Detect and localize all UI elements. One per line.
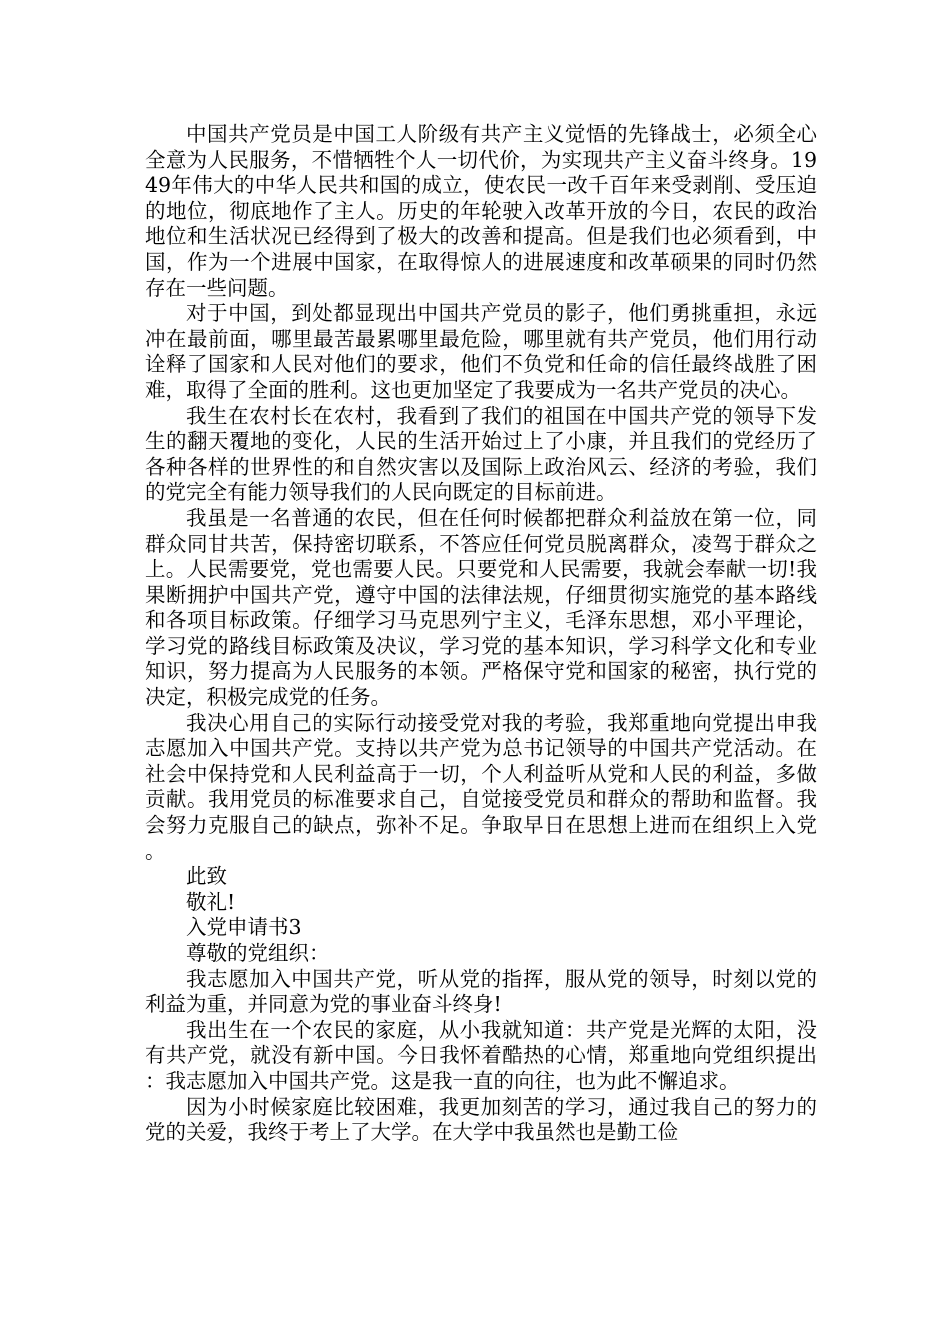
section-title: 入党申请书3 <box>186 915 302 940</box>
body-paragraph-3: 我生在农村长在农村，我看到了我们的祖国在中国共产党的领导下发生的翻天覆地的变化，人民的生活开始过上了小康，并且我们的党经历了各种各样的世界性的和自然灾害以及国际上政治风云、经济的考验，我们的党完全有能力领导我们的人民向既定的目标前进。 <box>145 403 817 505</box>
closing-line-2: 敬礼! <box>186 889 236 914</box>
body-paragraph-6: 我志愿加入中国共产党，听从党的指挥，服从党的领导，时刻以党的利益为重，并同意为党的事业奋斗终身! <box>145 966 817 1017</box>
body-paragraph-5: 我决心用自己的实际行动接受党对我的考验，我郑重地向党提出申我志愿加入中国共产党。支持以共产党为总书记领导的中国共产党活动。在社会中保持党和人民利益高于一切，个人利益听从党和人民的利益，多做贡献。我用党员的标准要求自己，自觉接受党员和群众的帮助和监督。我会努力克服自己的缺点，弥补不足。争取早日在思想上进而在组织上入党。 <box>145 710 817 863</box>
salutation: 尊敬的党组织： <box>186 941 330 965</box>
body-paragraph-1: 中国共产党员是中国工人阶级有共产主义觉悟的先锋战士，必须全心全意为人民服务，不惜牺牲个人一切代价，为实现共产主义奋斗终身。1949年伟大的中华人民共和国的成立，使农民一改千百年来受剥削、受压迫的地位，彻底地作了主人。历史的年轮驶入改革开放的今日，农民的政治地位和生活状况已经得到了极大的改善和提高。但是我们也必须看到，中国，作为一个进展中国家，在取得惊人的进展速度和改革硕果的同时仍然存在一些问题。 <box>145 122 817 300</box>
body-paragraph-7: 我出生在一个农民的家庭，从小我就知道：共产党是光辉的太阳，没有共产党，就没有新中国。今日我怀着酷热的心情，郑重地向党组织提出：我志愿加入中国共产党。这是我一直的向往，也为此不懈追求。 <box>145 1017 817 1093</box>
body-paragraph-2: 对于中国，到处都显现出中国共产党员的影子，他们勇挑重担，永远冲在最前面，哪里最苦最累哪里最危险，哪里就有共产党员，他们用行动诠释了国家和人民对他们的要求，他们不负党和任命的信任最终战胜了困难，取得了全面的胜利。这也更加坚定了我要成为一名共产党员的决心。 <box>145 301 817 402</box>
closing-line-1: 此致 <box>186 864 227 889</box>
body-paragraph-8: 因为小时候家庭比较困难，我更加刻苦的学习，通过我自己的努力的党的关爱，我终于考上了大学。在大学中我虽然也是勤工俭 <box>145 1094 817 1145</box>
body-paragraph-4: 我虽是一名普通的农民，但在任何时候都把群众利益放在第一位，同群众同甘共苦，保持密切联系，不答应任何党员脱离群众，凌驾于群众之上。人民需要党，党也需要人民。只要党和人民需要，我就会奉献一切!我果断拥护中国共产党，遵守中国的法律法规，仔细贯彻实施党的基本路线和各项目标政策。仔细学习马克思列宁主义，毛泽东思想，邓小平理论，学习党的路线目标政策及决议，学习党的基本知识，学习科学文化和专业知识，努力提高为人民服务的本领。严格保守党和国家的秘密，执行党的决定，积极完成党的任务。 <box>145 505 817 710</box>
document-page <box>145 122 817 1146</box>
